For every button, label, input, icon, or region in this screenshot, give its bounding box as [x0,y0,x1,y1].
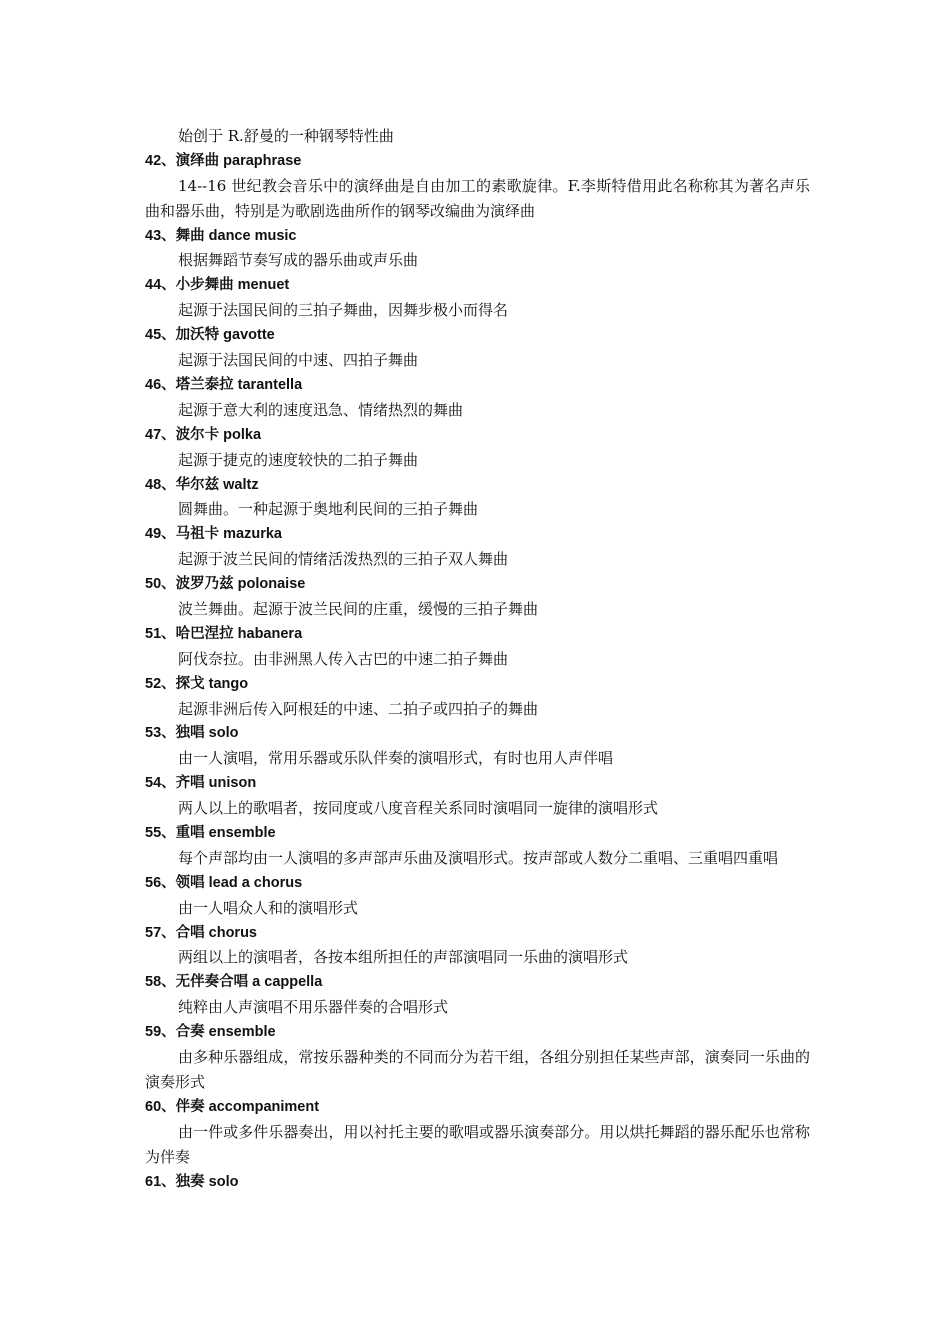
term-heading-54: 54、齐唱 unison [145,775,257,792]
term-heading-44: 44、小步舞曲 menuet [145,277,290,294]
term-heading-42: 42、演绎曲 paraphrase [145,152,302,169]
term-heading-51: 51、哈巴涅拉 habanera [145,625,303,642]
term-description-49: 起源于波兰民间的情绪活泼热烈的三拍子双人舞曲 [178,550,509,569]
term-heading-49: 49、马祖卡 mazurka [145,526,282,543]
term-description-42: 14--16 世纪教会音乐中的演绎曲是自由加工的素歌旋律。F.李斯特借用此名称称其为著名声乐曲和器乐曲，特别是为歌剧选曲所作的钢琴改编曲为演绎曲 [145,176,810,220]
term-heading-47: 47、波尔卡 polka [145,426,262,443]
term-heading-45: 45、加沃特 gavotte [145,327,275,344]
term-heading-50: 50、波罗乃兹 polonaise [145,576,306,593]
intro-text: 始创于 R.舒曼的一种钢琴特性曲 [178,127,394,145]
term-description-55: 每个声部均由一人演唱的多声部声乐曲及演唱形式。按声部或人数分二重唱、三重唱四重唱 [178,848,779,867]
term-heading-46: 46、塔兰泰拉 tarantella [145,376,303,393]
term-heading-48: 48、华尔兹 waltz [145,476,259,493]
term-heading-53: 53、独唱 solo [145,725,239,742]
term-heading-59: 59、合奏 ensemble [145,1024,276,1041]
term-description-59: 由多种乐器组成，常按乐器种类的不同而分为若干组，各组分别担任某些声部，演奏同一乐曲的演奏形式 [145,1048,810,1091]
term-heading-61: 61、独奏 solo [145,1173,239,1190]
document-page [145,124,810,1194]
term-description-54: 两人以上的歌唱者，按同度或八度音程关系同时演唱同一旋律的演唱形式 [178,799,659,818]
term-heading-58: 58、无伴奏合唱 a cappella [145,974,323,991]
term-heading-52: 52、探戈 tango [145,675,249,692]
term-description-60: 由一件或多件乐器奏出，用以衬托主要的歌唱或器乐演奏部分。用以烘托舞蹈的器乐配乐也常称为伴奏 [145,1122,810,1166]
term-description-51: 阿伐奈拉。由非洲黑人传入古巴的中速二拍子舞曲 [178,649,509,668]
term-description-43: 根据舞蹈节奏写成的器乐曲或声乐曲 [178,251,419,270]
term-heading-56: 56、领唱 lead a chorus [145,874,303,891]
term-description-48: 圆舞曲。一种起源于奥地利民间的三拍子舞曲 [178,500,479,519]
term-description-52: 起源非洲后传入阿根廷的中速、二拍子或四拍子的舞曲 [178,699,539,718]
term-description-45: 起源于法国民间的中速、四拍子舞曲 [178,351,419,370]
term-description-56: 由一人唱众人和的演唱形式 [178,898,359,917]
term-heading-55: 55、重唱 ensemble [145,824,276,841]
term-description-57: 两组以上的演唱者，各按本组所担任的声部演唱同一乐曲的演唱形式 [178,948,629,967]
term-description-50: 波兰舞曲。起源于波兰民间的庄重，缓慢的三拍子舞曲 [178,599,539,618]
term-description-58: 纯粹由人声演唱不用乐器伴奏的合唱形式 [178,998,449,1017]
term-description-53: 由一人演唱，常用乐器或乐队伴奏的演唱形式，有时也用人声伴唱 [178,749,614,768]
term-heading-57: 57、合唱 chorus [145,924,257,941]
term-description-47: 起源于捷克的速度较快的二拍子舞曲 [178,450,419,469]
term-heading-60: 60、伴奏 accompaniment [145,1098,320,1115]
term-heading-43: 43、舞曲 dance music [145,227,297,244]
term-description-44: 起源于法国民间的三拍子舞曲，因舞步极小而得名 [178,301,509,320]
term-description-46: 起源于意大利的速度迅急、情绪热烈的舞曲 [178,400,464,419]
